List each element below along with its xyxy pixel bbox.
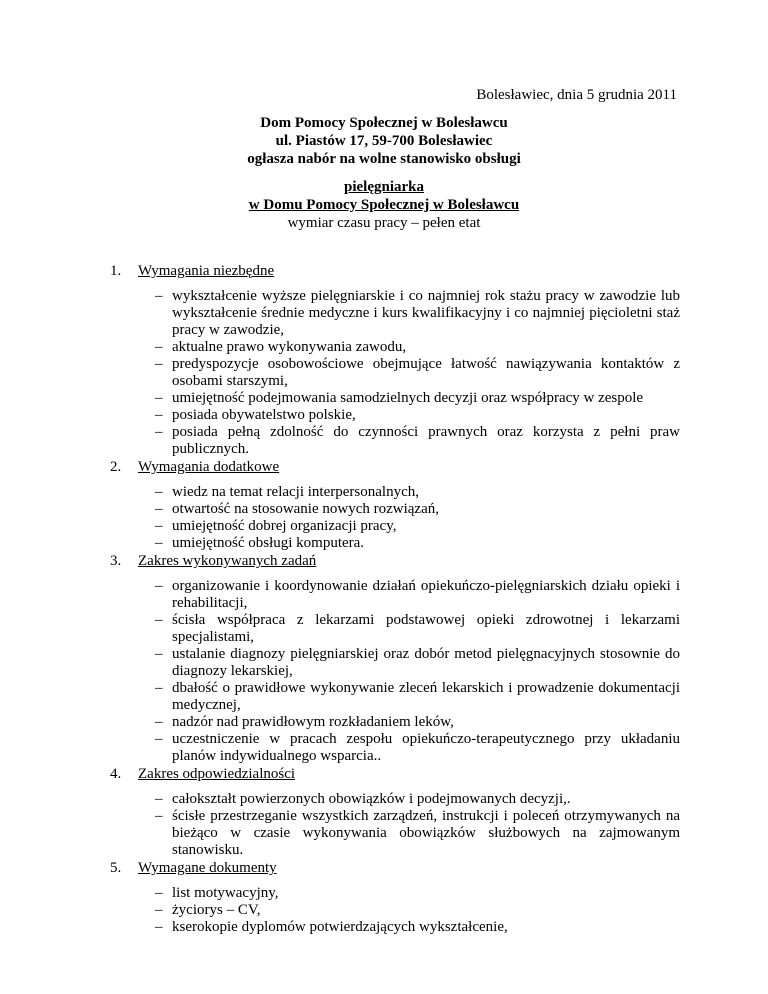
list-item xyxy=(110,731,680,765)
list-item-text: predyspozycje osobowościowe obejmujące łatwość nawiązywania kontaktów z osobami starszymi, xyxy=(172,356,680,389)
list-item-text: otwartość na stosowanie nowych rozwiązań, xyxy=(172,501,439,517)
item-list xyxy=(110,288,680,458)
section-heading: Zakres odpowiedzialności xyxy=(138,766,296,782)
position-place: w Domu Pomocy Społecznej w Bolesławcu xyxy=(248,197,520,213)
list-item-text: wykształcenie wyższe pielęgniarskie i co najmniej rok stażu pracy w zawodzie lub wykształcenie średnie medyczne i kurs kwalifikacyjny i co najmniej pięcioletni staż pracy w zawodzie, xyxy=(172,288,680,338)
list-item xyxy=(110,902,680,919)
position-title: pielęgniarka xyxy=(343,179,424,195)
list-item-text: nadzór nad prawidłowym rozkładaniem leków, xyxy=(172,714,454,730)
item-list xyxy=(110,578,680,765)
section-heading: Wymagane dokumenty xyxy=(138,860,277,876)
section-number: 4. xyxy=(110,766,122,782)
list-item-text: uczestniczenie w pracach zespołu opiekuńczo-terapeutycznego przy układaniu planów indywidualnego wsparcia.. xyxy=(172,731,680,764)
list-item xyxy=(110,356,680,390)
dash-bullet: – xyxy=(155,808,163,824)
list-item-text: organizowanie i koordynowanie działań opiekuńczo-pielęgniarskich działu opieki i rehabilitacji, xyxy=(172,578,680,611)
dash-bullet: – xyxy=(155,288,163,304)
list-item-text: ścisła współpraca z lekarzami podstawowej opieki zdrowotnej i lekarzami specjalistami, xyxy=(172,612,680,645)
list-item-text: list motywacyjny, xyxy=(172,885,279,901)
requirements-sections xyxy=(110,262,680,936)
list-item xyxy=(110,535,680,552)
institution-address: ul. Piastów 17, 59-700 Bolesławiec xyxy=(275,133,493,149)
list-item-text: całokształt powierzonych obowiązków i podejmowanych decyzji,. xyxy=(172,791,571,807)
dash-bullet: – xyxy=(155,791,163,807)
dash-bullet: – xyxy=(155,902,163,918)
dash-bullet: – xyxy=(155,407,163,423)
section xyxy=(110,458,680,552)
list-item xyxy=(110,808,680,859)
dash-bullet: – xyxy=(155,339,163,355)
list-item-text: kserokopie dyplomów potwierdzających wykształcenie, xyxy=(172,919,508,935)
list-item-text: aktualne prawo wykonywania zawodu, xyxy=(172,339,407,355)
position-block xyxy=(0,178,768,232)
dash-bullet: – xyxy=(155,919,163,935)
list-item-text: wiedz na temat relacji interpersonalnych, xyxy=(172,484,419,500)
section xyxy=(110,765,680,859)
list-item xyxy=(110,612,680,646)
dash-bullet: – xyxy=(155,390,163,406)
section xyxy=(110,859,680,936)
section-title xyxy=(110,765,680,783)
list-item xyxy=(110,791,680,808)
list-item xyxy=(110,578,680,612)
dash-bullet: – xyxy=(155,578,163,594)
institution-name: Dom Pomocy Społecznej w Bolesławcu xyxy=(260,115,508,131)
list-item xyxy=(110,339,680,356)
list-item xyxy=(110,518,680,535)
dash-bullet: – xyxy=(155,646,163,662)
document-date: Bolesławiec, dnia 5 grudnia 2011 xyxy=(476,87,677,103)
list-item xyxy=(110,919,680,936)
section-heading: Zakres wykonywanych zadań xyxy=(138,553,317,569)
list-item xyxy=(110,885,680,902)
announcement-line: ogłasza nabór na wolne stanowisko obsługi xyxy=(247,151,521,167)
section-title xyxy=(110,552,680,570)
list-item xyxy=(110,646,680,680)
list-item xyxy=(110,390,680,407)
list-item-text: ustalanie diagnozy pielęgniarskiej oraz dobór metod pielęgnacyjnych stosownie do diagnozy lekarskiej, xyxy=(172,646,680,679)
dash-bullet: – xyxy=(155,484,163,500)
list-item-text: posiada obywatelstwo polskie, xyxy=(172,407,356,423)
list-item-text: życiorys – CV, xyxy=(172,902,261,918)
list-item xyxy=(110,680,680,714)
section-title xyxy=(110,458,680,476)
section-heading: Wymagania niezbędne xyxy=(138,263,275,279)
institution-header xyxy=(0,114,768,168)
list-item xyxy=(110,501,680,518)
dash-bullet: – xyxy=(155,714,163,730)
section xyxy=(110,262,680,458)
list-item-text: umiejętność obsługi komputera. xyxy=(172,535,365,551)
dash-bullet: – xyxy=(155,424,163,440)
section-title xyxy=(110,859,680,877)
dash-bullet: – xyxy=(155,680,163,696)
section xyxy=(110,552,680,765)
section-number: 3. xyxy=(110,553,122,569)
dash-bullet: – xyxy=(155,885,163,901)
item-list xyxy=(110,885,680,936)
list-item xyxy=(110,407,680,424)
item-list xyxy=(110,791,680,859)
item-list xyxy=(110,484,680,552)
dash-bullet: – xyxy=(155,518,163,534)
dash-bullet: – xyxy=(155,535,163,551)
list-item xyxy=(110,424,680,458)
section-number: 5. xyxy=(110,860,122,876)
list-item xyxy=(110,484,680,501)
section-number: 1. xyxy=(110,263,122,279)
list-item-text: ścisłe przestrzeganie wszystkich zarządzeń, instrukcji i poleceń otrzymywanych na bieżąco w czasie wykonywania obowiązków służbowych na zajmowanym stanowisku. xyxy=(172,808,680,858)
dash-bullet: – xyxy=(155,612,163,628)
list-item-text: posiada pełną zdolność do czynności prawnych oraz korzysta z pełni praw publicznych. xyxy=(172,424,680,457)
section-title xyxy=(110,262,680,280)
list-item-text: umiejętność podejmowania samodzielnych decyzji oraz współpracy w zespole xyxy=(172,390,644,406)
section-number: 2. xyxy=(110,459,122,475)
dash-bullet: – xyxy=(155,731,163,747)
list-item-text: dbałość o prawidłowe wykonywanie zleceń lekarskich i prowadzenie dokumentacji medycznej, xyxy=(172,680,680,713)
position-hours: wymiar czasu pracy – pełen etat xyxy=(287,215,481,231)
section-heading: Wymagania dodatkowe xyxy=(138,459,280,475)
list-item xyxy=(110,288,680,339)
list-item xyxy=(110,714,680,731)
dash-bullet: – xyxy=(155,356,163,372)
list-item-text: umiejętność dobrej organizacji pracy, xyxy=(172,518,397,534)
dash-bullet: – xyxy=(155,501,163,517)
